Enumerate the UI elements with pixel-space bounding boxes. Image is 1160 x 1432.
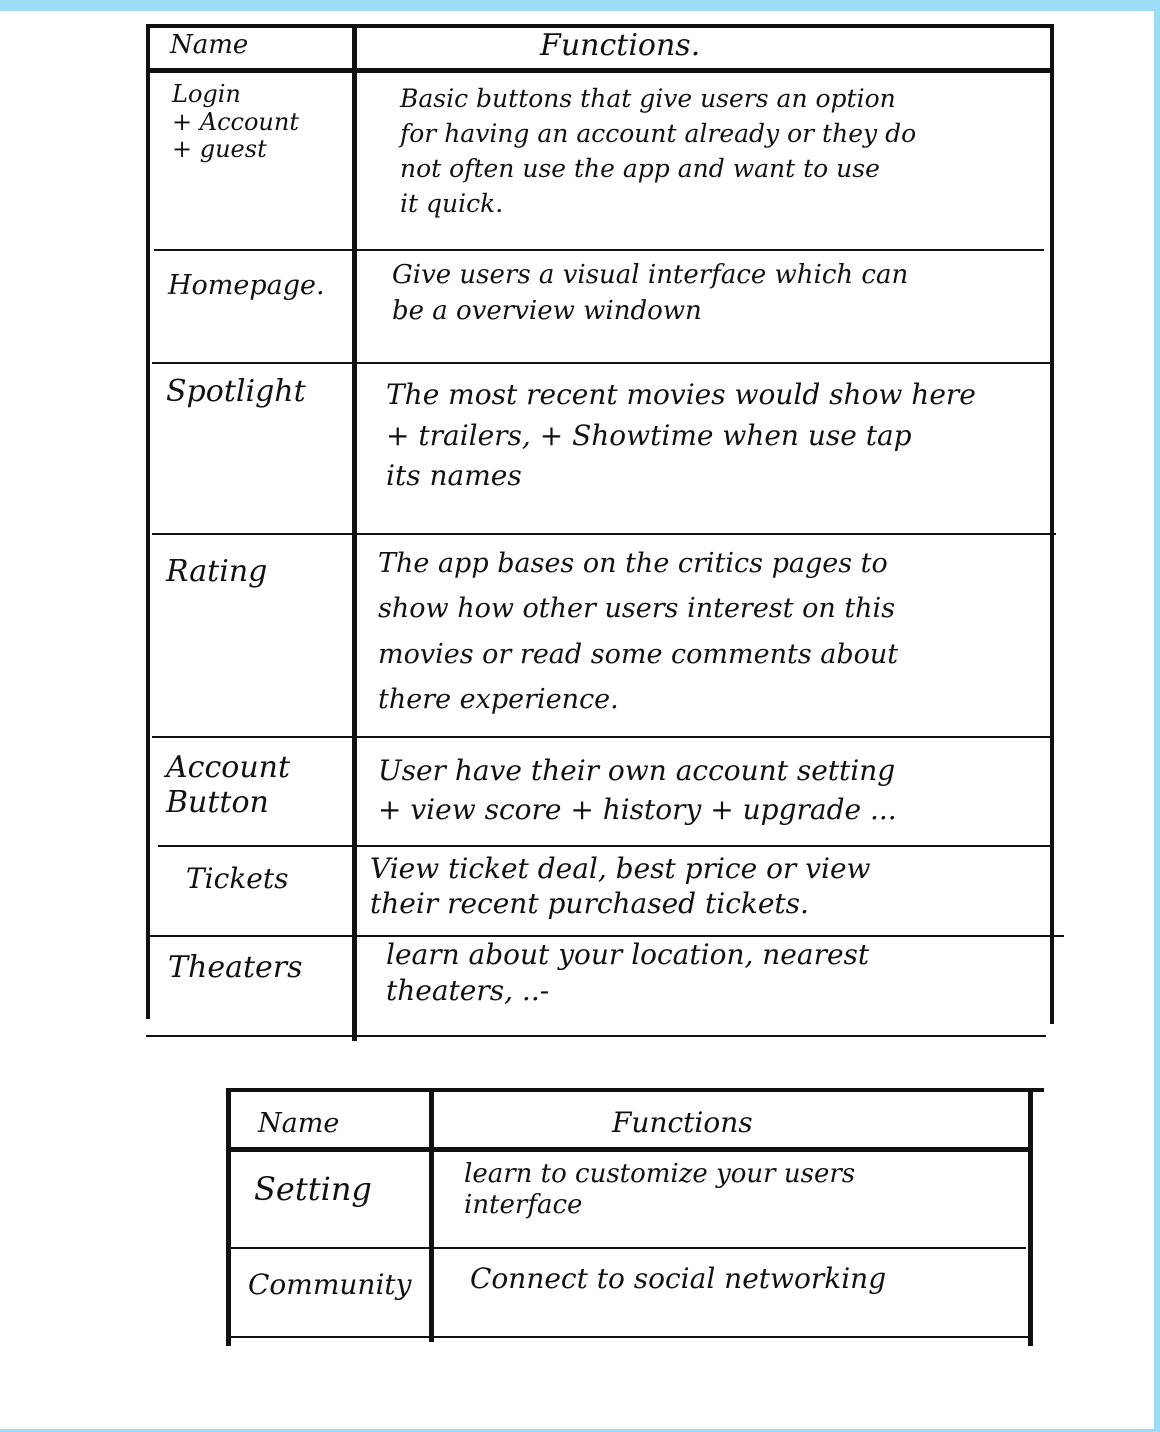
table2-header-name: Name: [258, 1108, 340, 1139]
table2-row-name: Community: [248, 1268, 412, 1301]
table1-row-name: Homepage.: [168, 270, 325, 301]
table2-left-border: [226, 1088, 231, 1346]
handwritten-page: [0, 11, 1154, 1429]
table1-header-divider: [146, 68, 1054, 73]
table1-header-name: Name: [170, 30, 249, 60]
table1-row-functions: The app bases on the critics pages to show how other users interest on this movies or read some comments about there experience.: [378, 548, 899, 716]
table2-top-border: [226, 1088, 1044, 1092]
table1-row-name: Account Button: [166, 750, 291, 820]
table1-left-border: [146, 24, 150, 1019]
table1-row-name: Spotlight: [166, 374, 306, 409]
table1-row-functions: The most recent movies would show here + trailers, + Showtime when use tap its names: [386, 378, 976, 493]
table1-row-name: Login + Account + guest: [172, 80, 299, 164]
table1-row-name: Rating: [166, 554, 268, 589]
table1-row-functions: View ticket deal, best price or view their recent purchased tickets.: [370, 852, 871, 920]
table1-row-functions: Basic buttons that give users an option for having an account already or they do not often use the app and want to use it quick.: [400, 84, 917, 218]
table1-header-functions: Functions.: [540, 28, 701, 63]
table2-header-divider: [230, 1147, 1032, 1152]
table1-bottom-border: [146, 1035, 1046, 1037]
table2-row-functions: Connect to social networking: [470, 1262, 887, 1295]
table2-bottom-border: [226, 1336, 1032, 1338]
table1-row-name: Theaters: [168, 950, 303, 985]
table1-row-functions: learn about your location, nearest theaters, ..-: [386, 938, 870, 1008]
table2-right-border: [1028, 1090, 1033, 1346]
table2-column-divider: [429, 1092, 434, 1342]
table1-row-divider: [152, 533, 1056, 535]
table1-row-divider: [152, 362, 1050, 364]
table2-row-functions: learn to customize your users interface: [464, 1159, 856, 1221]
table1-row-divider: [158, 845, 1054, 847]
table1-row-divider: [154, 249, 1044, 251]
table2-header-functions: Functions: [612, 1106, 753, 1139]
table2-row-name: Setting: [254, 1170, 372, 1208]
table1-row-name: Tickets: [186, 862, 289, 895]
table1-row-functions: User have their own account setting + view score + history + upgrade ...: [378, 754, 897, 827]
table1-row-divider: [152, 736, 1050, 738]
table1-row-functions: Give users a visual interface which can be a overview windown: [392, 260, 909, 327]
table2-row-divider: [230, 1247, 1026, 1249]
table1-right-border: [1050, 24, 1054, 1024]
